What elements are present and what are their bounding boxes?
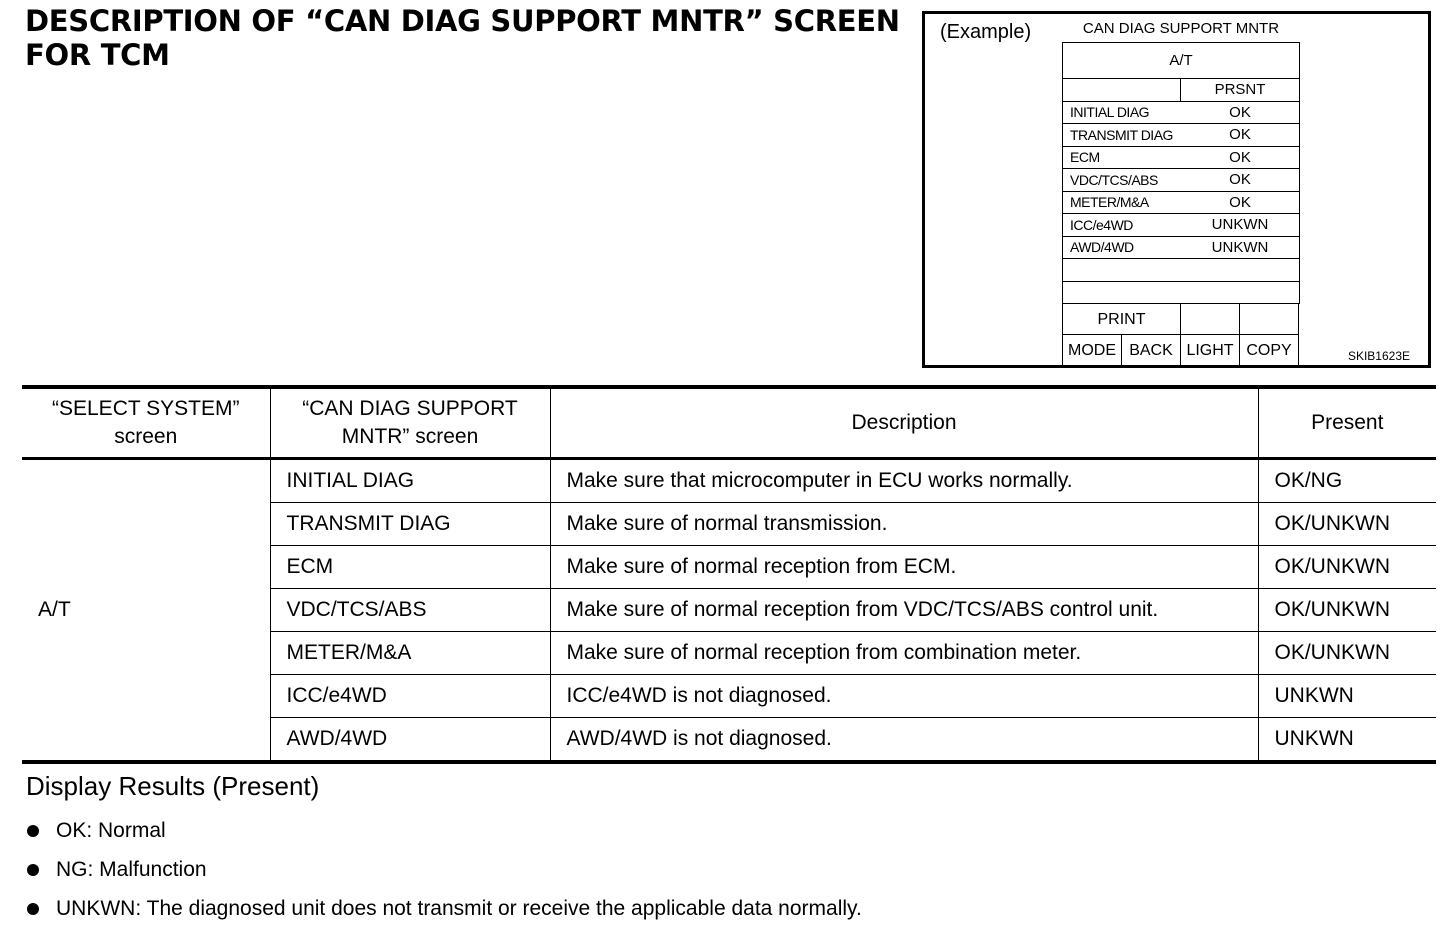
description-cell: Make sure of normal reception from combination meter. (550, 632, 1258, 675)
item-cell: TRANSMIT DIAG (270, 503, 550, 546)
screen-row (1062, 168, 1300, 191)
present-cell: OK/NG (1258, 459, 1436, 503)
present-cell: OK/UNKWN (1258, 503, 1436, 546)
screen-row-name: INITIAL DIAG (1070, 104, 1150, 121)
copy-button[interactable]: COPY (1240, 335, 1299, 366)
item-cell: ECM (270, 546, 550, 589)
screen-row-status: UNKWN (1211, 216, 1269, 234)
screen-title: CAN DIAG SUPPORT MNTR (1082, 20, 1280, 37)
present-cell: OK/UNKWN (1258, 632, 1436, 675)
present-cell: UNKWN (1258, 675, 1436, 718)
table-header-row (22, 387, 1436, 459)
figure-code: SKIB1623E (1347, 349, 1410, 363)
screen-row (1062, 123, 1300, 146)
legend-item: NG: Malfunction (27, 856, 862, 895)
description-cell: Make sure of normal transmission. (550, 503, 1258, 546)
screen-button-grid (1062, 303, 1300, 366)
screen-row-status: OK (1229, 126, 1251, 144)
table-row (22, 459, 1436, 503)
mode-button[interactable]: MODE (1063, 335, 1122, 366)
title-line-2: FOR TCM (25, 38, 170, 72)
screen-row-status: OK (1229, 171, 1251, 189)
header-present: Present (1258, 387, 1436, 459)
screen-row-name: TRANSMIT DIAG (1070, 126, 1173, 143)
screen-system-label: A/T (1169, 52, 1193, 69)
present-cell: OK/UNKWN (1258, 546, 1436, 589)
screen-row (1062, 146, 1300, 169)
consult-screen (1062, 14, 1300, 366)
screen-header-row (1062, 78, 1300, 101)
screen-row (1062, 213, 1300, 236)
header-can-diag: “CAN DIAG SUPPORT MNTR” screen (270, 387, 550, 459)
screen-row-status: OK (1229, 193, 1251, 211)
screen-row-status: UNKWN (1211, 238, 1269, 256)
description-cell: Make sure of normal reception from VDC/TCS/ABS control unit. (550, 589, 1258, 632)
description-cell: Make sure of normal reception from ECM. (550, 546, 1258, 589)
item-cell: INITIAL DIAG (270, 459, 550, 503)
item-cell: VDC/TCS/ABS (270, 589, 550, 632)
legend-item: OK: Normal (27, 817, 862, 856)
print-button[interactable]: PRINT (1063, 304, 1181, 335)
screen-row (1062, 191, 1300, 214)
screen-empty-row (1062, 258, 1300, 281)
page-title (25, 4, 905, 72)
description-cell: Make sure that microcomputer in ECU works normally. (550, 459, 1258, 503)
screen-row-name: VDC/TCS/ABS (1070, 171, 1158, 188)
screen-row-name: ICC/e4WD (1070, 216, 1133, 233)
can-diag-table (22, 385, 1436, 764)
example-screen-figure (922, 11, 1431, 368)
legend-item: UNKWN: The diagnosed unit does not transmit or receive the applicable data normally. (27, 895, 862, 934)
header-select-system: “SELECT SYSTEM” screen (52, 397, 240, 448)
legend-title: Display Results (Present) (26, 771, 320, 801)
system-cell: A/T (38, 598, 71, 621)
screen-header-blank (1063, 79, 1181, 101)
screen-row-name: ECM (1070, 149, 1100, 166)
screen-header-value: PRSNT (1214, 81, 1266, 99)
screen-system-row (1062, 42, 1300, 78)
screen-row (1062, 236, 1300, 259)
title-line-1: DESCRIPTION OF “CAN DIAG SUPPORT MNTR” SCREEN (25, 4, 900, 38)
description-cell: ICC/e4WD is not diagnosed. (550, 675, 1258, 718)
item-cell: AWD/4WD (270, 718, 550, 763)
header-description: Description (550, 387, 1258, 459)
blank-button (1181, 304, 1240, 335)
screen-empty-row (1062, 281, 1300, 304)
back-button[interactable]: BACK (1122, 335, 1181, 366)
legend-list (27, 817, 862, 934)
screen-row-status: OK (1229, 103, 1251, 121)
present-cell: UNKWN (1258, 718, 1436, 763)
present-cell: OK/UNKWN (1258, 589, 1436, 632)
description-cell: AWD/4WD is not diagnosed. (550, 718, 1258, 763)
screen-row-status: OK (1229, 148, 1251, 166)
item-cell: ICC/e4WD (270, 675, 550, 718)
item-cell: METER/M&A (270, 632, 550, 675)
light-button[interactable]: LIGHT (1181, 335, 1240, 366)
screen-row-name: METER/M&A (1070, 194, 1149, 211)
example-label: (Example) (940, 21, 1032, 43)
blank-button (1240, 304, 1299, 335)
screen-row-name: AWD/4WD (1070, 239, 1134, 256)
screen-row (1062, 101, 1300, 124)
